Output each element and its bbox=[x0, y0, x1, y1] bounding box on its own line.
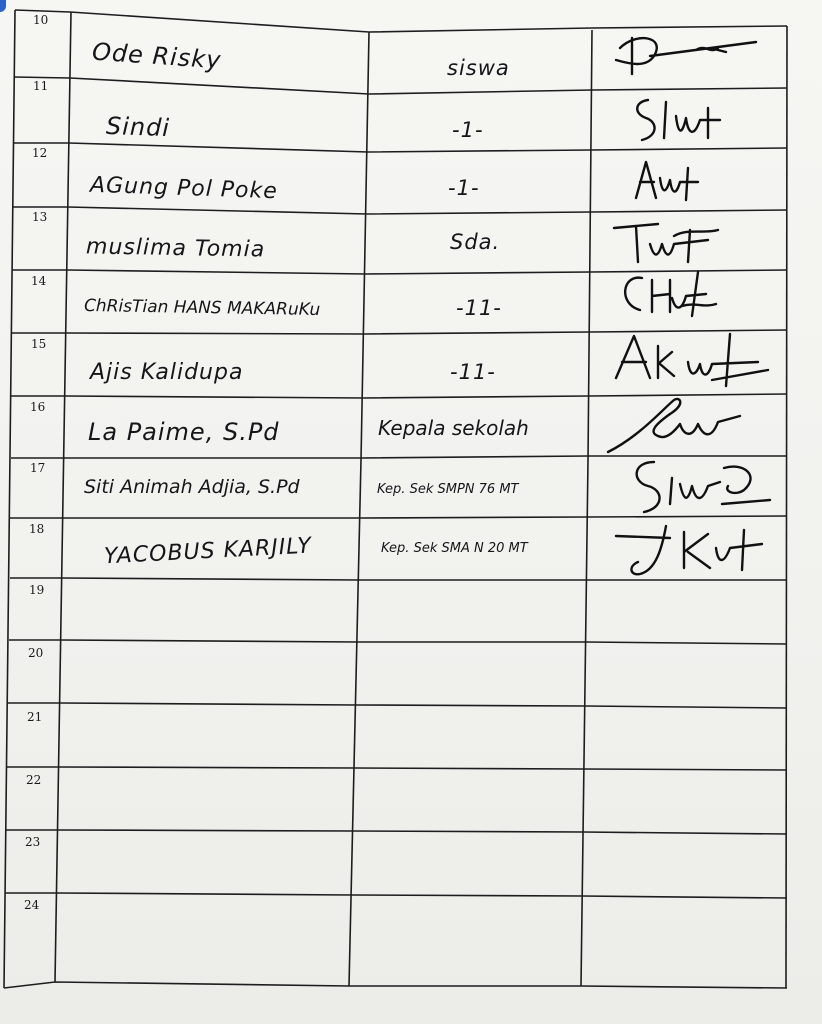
participant-role: -11- bbox=[450, 360, 496, 384]
participant-name: muslima Tomia bbox=[85, 234, 266, 263]
participant-role: -1- bbox=[448, 176, 480, 200]
signature-mark bbox=[600, 392, 750, 456]
row-number: 18 bbox=[29, 522, 45, 536]
table-left-border bbox=[4, 10, 15, 988]
row-line bbox=[9, 640, 787, 644]
participant-name: Siti Animah Adjia, S.Pd bbox=[84, 476, 300, 498]
participant-name: Sindi bbox=[105, 111, 171, 143]
participant-name: Ajis Kalidupa bbox=[90, 360, 244, 385]
participant-name: La Paime, S.Pd bbox=[88, 418, 280, 446]
row-line bbox=[8, 703, 787, 708]
row-number: 12 bbox=[32, 146, 48, 160]
row-number: 24 bbox=[24, 898, 40, 912]
row-number: 23 bbox=[25, 835, 41, 849]
row-number: 17 bbox=[30, 461, 46, 475]
signature-mark bbox=[612, 266, 722, 322]
signature-mark bbox=[624, 456, 774, 516]
participant-name: AGung Pol Poke bbox=[89, 172, 279, 205]
participant-role: Kep. Sek SMPN 76 MT bbox=[377, 482, 519, 497]
signature-mark bbox=[612, 326, 772, 390]
table-bottom-border bbox=[4, 982, 787, 988]
table-right-border bbox=[786, 26, 787, 988]
column-divider-name bbox=[349, 32, 369, 986]
signature-mark bbox=[630, 156, 710, 204]
participant-role: Sda. bbox=[450, 230, 501, 254]
row-number: 21 bbox=[27, 710, 43, 724]
participant-role: Kep. Sek SMA N 20 MT bbox=[381, 541, 528, 556]
participant-name: ChRisTian HANS MAKARuKu bbox=[83, 295, 321, 321]
signature-mark bbox=[606, 30, 766, 80]
row-number: 13 bbox=[32, 210, 48, 224]
row-number: 22 bbox=[26, 773, 42, 787]
row-number: 20 bbox=[28, 646, 44, 660]
participant-role: siswa bbox=[447, 56, 510, 80]
row-number: 14 bbox=[31, 274, 47, 288]
signature-mark bbox=[608, 214, 728, 266]
row-line bbox=[7, 767, 787, 770]
row-number: 10 bbox=[33, 13, 49, 27]
signature-mark bbox=[612, 518, 772, 578]
row-line bbox=[10, 578, 787, 580]
row-number: 15 bbox=[31, 337, 47, 351]
row-number: 16 bbox=[30, 400, 46, 414]
row-line bbox=[5, 893, 787, 898]
signature-mark bbox=[628, 94, 728, 146]
participant-role: -11- bbox=[456, 296, 502, 320]
row-line bbox=[6, 830, 787, 834]
table-top-border bbox=[15, 10, 787, 32]
column-divider-number bbox=[55, 12, 71, 982]
participant-role: Kepala sekolah bbox=[378, 416, 529, 440]
row-line bbox=[13, 207, 787, 214]
participant-name: YACOBUS KARJILY bbox=[103, 533, 313, 570]
column-divider-role bbox=[581, 30, 592, 986]
participant-role: -1- bbox=[452, 118, 484, 142]
row-number: 19 bbox=[29, 583, 45, 597]
participant-name: Ode Risky bbox=[91, 37, 223, 75]
row-number: 11 bbox=[33, 79, 49, 93]
